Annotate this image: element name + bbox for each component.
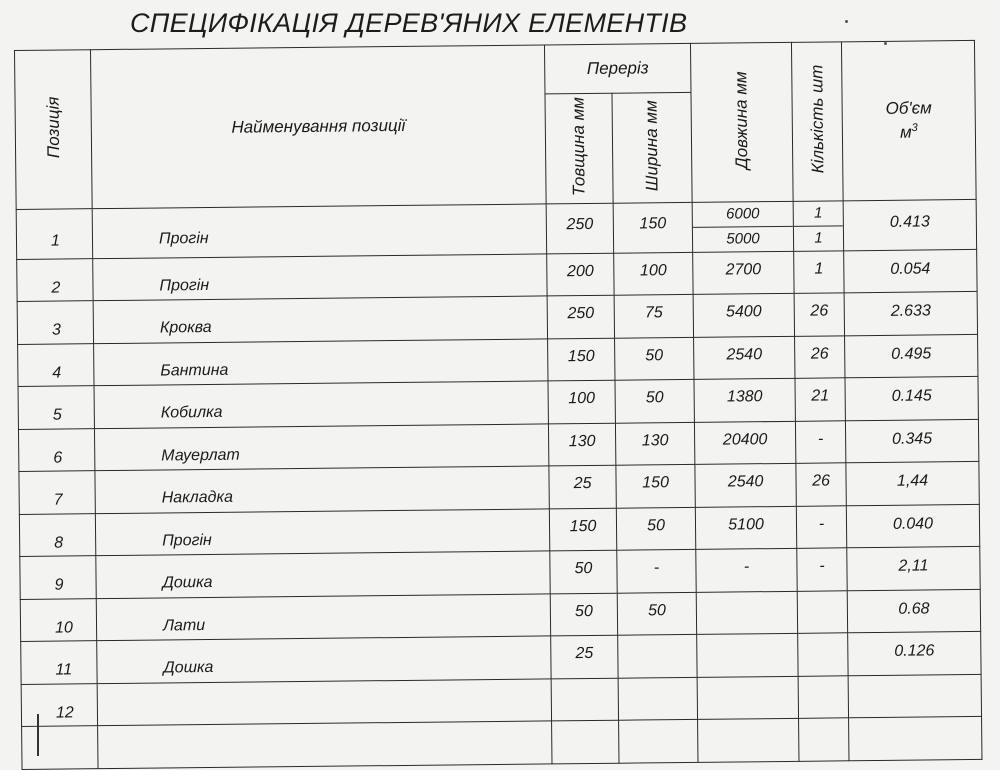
header-volume-unit-exp: 3: [911, 121, 918, 134]
cell-length: [697, 676, 798, 720]
cell-length: 2540: [695, 464, 796, 508]
header-quantity: Кількість шт: [791, 42, 843, 202]
margin-line: [37, 714, 39, 756]
cell-qty-bottom: 1: [814, 229, 823, 247]
cell-thickness: 150: [548, 338, 615, 381]
cell-thickness: [552, 721, 619, 764]
cell-qty: [797, 591, 847, 634]
cell-length: [696, 591, 797, 635]
cell-thickness: 150: [549, 508, 616, 551]
cell-qty: 21: [795, 378, 845, 421]
cell-volume: 1,44: [846, 462, 979, 506]
cell-qty: 26: [796, 463, 846, 506]
cell-name: [98, 721, 552, 768]
cell-position: 5: [18, 386, 94, 429]
cell-thickness: 50: [550, 551, 617, 594]
cell-name: Прогін: [92, 204, 546, 259]
cell-qty: 26: [795, 336, 845, 379]
cell-volume: [849, 717, 982, 761]
cell-name: Мауерлат: [94, 424, 548, 471]
cell-width: 75: [614, 295, 693, 338]
cell-qty: [799, 718, 849, 761]
scan-speck: [884, 42, 887, 45]
cell-volume: 2.633: [844, 292, 977, 336]
cell-position: 8: [19, 514, 95, 557]
header-width: Ширина мм: [612, 92, 692, 203]
cell-width: -: [617, 550, 696, 593]
document-title: СПЕЦИФІКАЦІЯ ДЕРЕВ'ЯНИХ ЕЛЕМЕНТІВ: [130, 8, 688, 38]
cell-thickness: 25: [549, 466, 616, 509]
table-row: [22, 717, 982, 770]
specification-table: [14, 40, 983, 770]
cell-width: 50: [615, 380, 694, 423]
cell-position: 2: [17, 258, 93, 301]
cell-qty: [798, 676, 848, 719]
cell-name: Кроква: [93, 296, 547, 343]
header-name: Найменування позиції: [91, 45, 547, 209]
cell-name: Прогін: [95, 509, 549, 556]
cell-name: Дошка: [96, 551, 550, 598]
cell-thickness: 250: [546, 203, 614, 253]
cell-volume: 0.054: [844, 249, 977, 293]
cell-thickness: 200: [547, 253, 614, 296]
cell-width: 150: [613, 202, 693, 253]
cell-volume: 0.68: [847, 589, 980, 633]
cell-position: 4: [18, 343, 94, 386]
cell-qty: 26: [794, 293, 844, 336]
cell-width: 50: [616, 507, 695, 550]
cell-volume: 0.126: [848, 632, 981, 676]
cell-width: [618, 635, 697, 678]
cell-length: 1380: [694, 379, 795, 423]
header-position: Позиція: [15, 50, 93, 210]
cell-length: 20400: [694, 421, 795, 465]
header-volume-unit: м: [899, 122, 912, 142]
cell-name: Прогін: [93, 254, 547, 301]
cell-volume: 0.495: [845, 334, 978, 378]
cell-volume: [848, 674, 981, 718]
cell-volume: 0.145: [845, 377, 978, 421]
cell-thickness: 250: [547, 296, 614, 339]
cell-length: 5100: [695, 506, 796, 550]
cell-position: [22, 726, 98, 769]
cell-name: Лати: [96, 594, 550, 641]
cell-width: 50: [615, 337, 694, 380]
cell-length: 2540: [694, 336, 795, 380]
cell-volume: 2,11: [847, 547, 980, 591]
header-section: Переріз: [544, 43, 691, 94]
cell-volume: 0.413: [843, 199, 977, 250]
cell-qty-split: [793, 201, 844, 251]
cell-length: -: [696, 549, 797, 593]
cell-qty-top: 1: [794, 201, 843, 226]
cell-thickness: 25: [551, 636, 618, 679]
cell-length-bottom: 5000: [726, 230, 760, 248]
cell-name: Накладка: [95, 466, 549, 513]
cell-position: 6: [18, 429, 94, 472]
cell-thickness: 130: [548, 423, 615, 466]
cell-name: Бантина: [94, 339, 548, 386]
header-thickness: Товщина мм: [545, 93, 613, 204]
cell-position: 7: [19, 471, 95, 514]
cell-width: 150: [616, 465, 695, 508]
cell-length: 5400: [693, 294, 794, 338]
cell-length-top: 6000: [693, 202, 793, 228]
cell-qty: -: [796, 506, 846, 549]
cell-width: [618, 677, 697, 720]
cell-thickness: [551, 678, 618, 721]
cell-name: Дошка: [97, 636, 551, 683]
cell-qty: -: [795, 421, 845, 464]
cell-qty: [798, 633, 848, 676]
header-volume: [841, 40, 976, 200]
scan-speck: [845, 20, 848, 23]
cell-qty: 1: [794, 251, 844, 294]
cell-volume: 0.040: [846, 504, 979, 548]
cell-thickness: 50: [550, 593, 617, 636]
cell-width: 130: [615, 422, 694, 465]
cell-position: 1: [16, 209, 93, 260]
cell-width: 50: [617, 592, 696, 635]
cell-name: [97, 679, 551, 726]
header-volume-label: Об'єм: [885, 98, 932, 119]
cell-position: 9: [20, 556, 96, 599]
cell-width: 100: [614, 252, 693, 295]
cell-length-split: [692, 201, 794, 252]
cell-volume: 0.345: [845, 419, 978, 463]
cell-width: [619, 720, 698, 763]
cell-position: 11: [21, 641, 97, 684]
cell-position: 3: [17, 301, 93, 344]
cell-length: [697, 634, 798, 678]
cell-position: 12: [21, 684, 97, 727]
cell-thickness: 100: [548, 381, 615, 424]
cell-position: 10: [20, 599, 96, 642]
cell-qty: -: [797, 548, 847, 591]
cell-name: Кобилка: [94, 381, 548, 428]
header-length: Довжина мм: [690, 42, 793, 202]
cell-length: 2700: [693, 251, 794, 295]
